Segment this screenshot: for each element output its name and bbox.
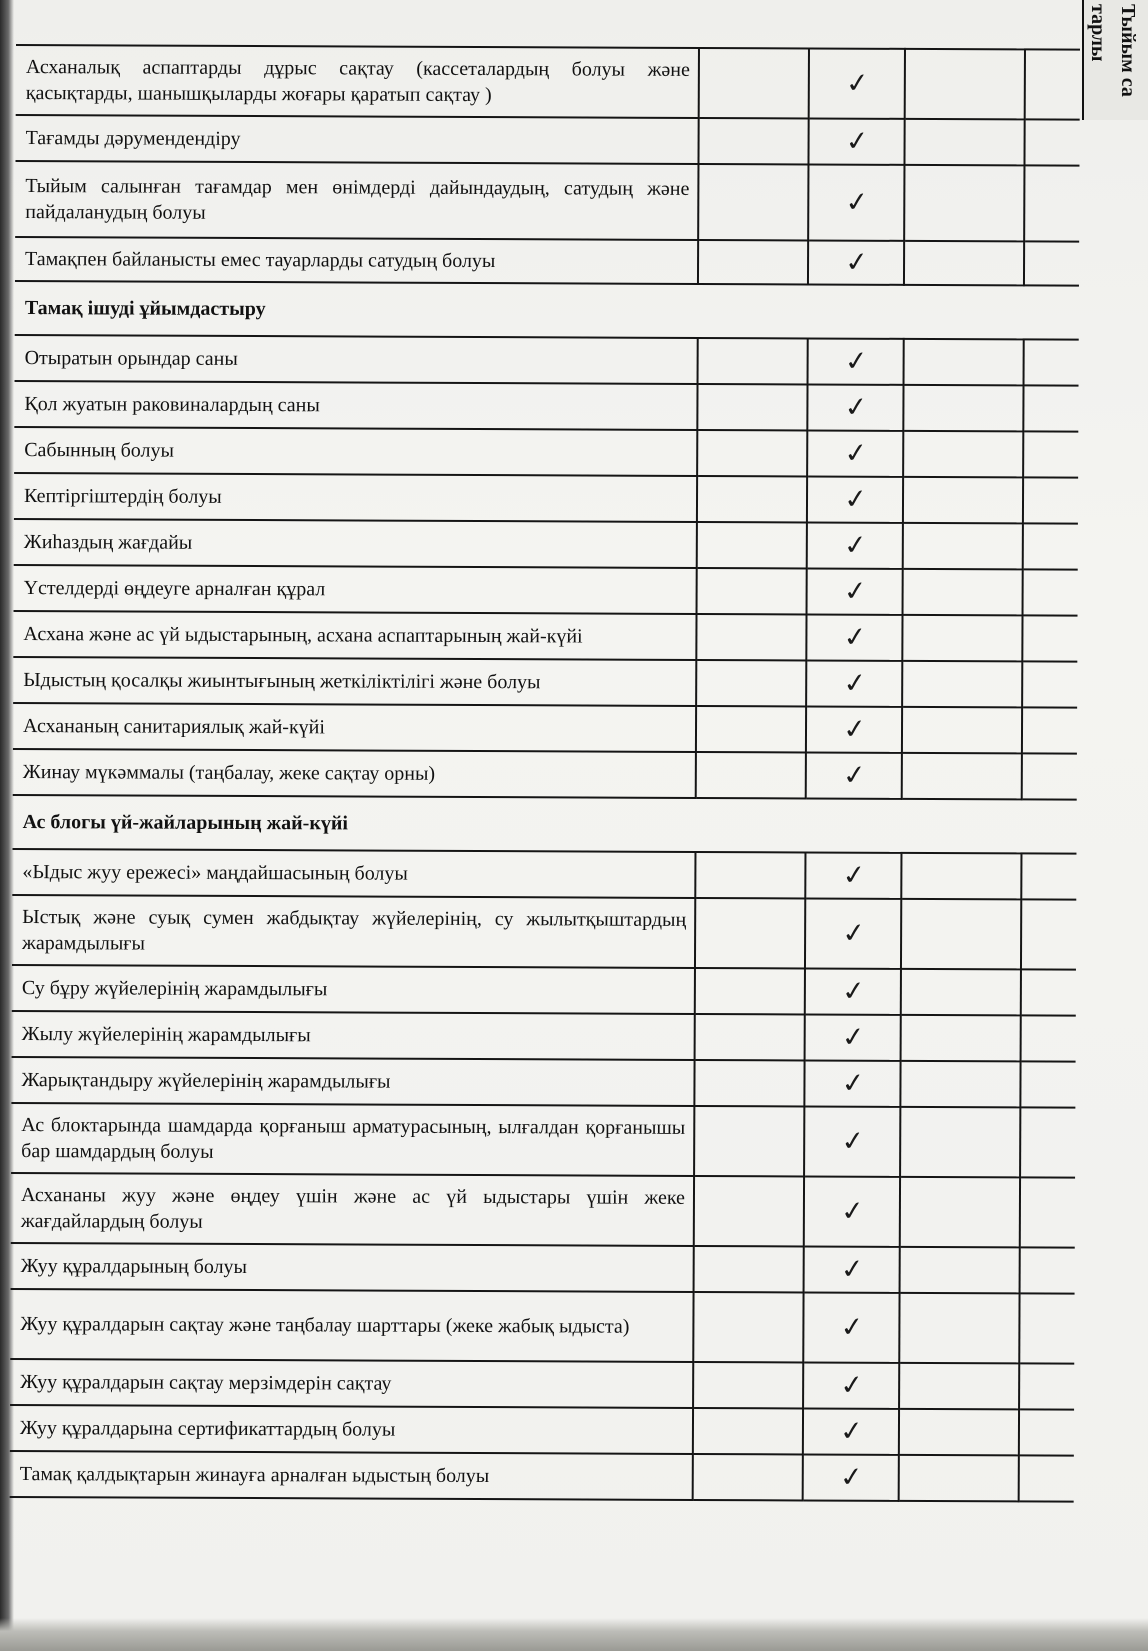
checklist-row <box>16 45 1080 120</box>
column-empty-cell <box>1022 753 1077 799</box>
column-empty-cell <box>1022 707 1077 753</box>
checkmark-icon: ✓ <box>838 1369 867 1403</box>
checkmark-icon: ✓ <box>837 1461 866 1495</box>
criterion-label: Ыдыстың қосалқы жиынтығының жеткіліктілігі және болуы <box>13 657 696 706</box>
column-empty-cell <box>904 165 1024 242</box>
criterion-label: Тамақ қалдықтарын жинауға арналған ыдыстың болуы <box>10 1451 693 1500</box>
checkmark-cell <box>808 338 904 384</box>
column-empty-cell <box>905 49 1025 120</box>
column-empty-cell <box>900 1061 1020 1108</box>
checkmark-cell <box>808 240 904 284</box>
checkmark-icon: ✓ <box>840 759 869 793</box>
column-empty-cell <box>904 339 1024 386</box>
section-header-row <box>15 281 1079 340</box>
column-empty-cell <box>698 118 808 164</box>
column-empty-cell <box>1019 1409 1074 1455</box>
criterion-label: Асхана және ас үй ыдыстарының, асхана аспаптарының жай-күйі <box>13 611 696 660</box>
checklist-row <box>15 161 1079 242</box>
checklist-row <box>15 237 1079 286</box>
column-empty-cell <box>904 241 1024 286</box>
column-empty-cell <box>1021 853 1076 899</box>
column-empty-cell <box>902 615 1022 662</box>
checklist-row <box>13 657 1077 708</box>
checklist-row <box>10 1405 1074 1456</box>
checkmark-icon: ✓ <box>842 391 871 425</box>
column-empty-cell <box>901 969 1021 1016</box>
checkmark-cell <box>803 1454 899 1500</box>
column-empty-cell <box>697 430 807 476</box>
checkmark-icon: ✓ <box>839 1195 867 1229</box>
checkmark-icon: ✓ <box>839 1125 868 1159</box>
column-empty-cell <box>1023 523 1078 569</box>
checklist-row <box>14 427 1078 478</box>
criterion-label: Асхананың санитариялық жай-күйі <box>13 703 696 752</box>
criterion-label: Жуу құралдарына сертификаттардың болуы <box>10 1405 693 1454</box>
section-title: Тамақ ішуді ұйымдастыру <box>15 281 1079 340</box>
checkmark-cell <box>807 384 903 430</box>
column-empty-cell <box>899 1409 1019 1456</box>
checklist-row <box>10 1289 1074 1364</box>
criterion-label: Қол жуатын раковиналардың саны <box>14 381 697 430</box>
column-empty-cell <box>904 119 1024 166</box>
checkmark-cell <box>803 1362 899 1408</box>
checkmark-icon: ✓ <box>838 1311 867 1345</box>
checkmark-icon: ✓ <box>838 1415 866 1449</box>
section-title: Ас блогы үй-жайларының жай-күйі <box>12 795 1076 854</box>
criterion-label: Жарықтандыру жүйелерінің жарамдылығы <box>11 1057 694 1106</box>
checkmark-icon: ✓ <box>839 975 868 1009</box>
page-shadow-bottom <box>0 1618 1148 1651</box>
column-empty-cell <box>902 707 1022 754</box>
column-empty-cell <box>693 1362 803 1408</box>
checkmark-icon: ✓ <box>838 1253 867 1287</box>
checkmark-cell <box>809 48 905 118</box>
column-empty-cell <box>903 477 1023 524</box>
criterion-label: Асханалық аспаптарды дұрыс сақтау (кассеталардың болуы және қасықтарды, шанышқыларды жоғары қаратып сақтау ) <box>16 45 699 118</box>
checkmark-cell <box>807 568 903 614</box>
corner-header-fragment <box>1082 0 1148 120</box>
column-empty-cell <box>1024 241 1079 285</box>
checkmark-cell <box>803 1292 899 1362</box>
criterion-label: Ас блоктарында шамдарда қорғаныш арматурасының, ылғалдан қорғанышы бар шамдардың болуы <box>11 1103 694 1176</box>
column-empty-cell <box>694 1246 804 1292</box>
checkmark-icon: ✓ <box>842 345 871 379</box>
criterion-label: «Ыдыс жуу ережесі» маңдайшасының болуы <box>12 849 695 898</box>
criterion-label: Асхананы жуу және өңдеу үшін және ас үй ыдыстары үшін жеке жағдайлардың болуы <box>11 1173 694 1246</box>
checklist-row <box>14 565 1078 616</box>
column-empty-cell <box>696 752 806 798</box>
checkmark-icon: ✓ <box>842 483 870 517</box>
checkmark-cell <box>805 1014 901 1060</box>
column-empty-cell <box>902 661 1022 708</box>
checkmark-cell <box>804 1106 900 1176</box>
column-empty-cell <box>694 1176 804 1246</box>
column-empty-cell <box>1025 49 1080 119</box>
criterion-label: Тыйым салынған тағамдар мен өнімдерді дайындаудың, сатудың және пайдаланудың болуы <box>15 161 698 240</box>
checklist-row <box>12 895 1076 970</box>
column-empty-cell <box>1021 899 1076 969</box>
checklist-row <box>10 1451 1074 1502</box>
checkmark-icon: ✓ <box>839 1067 868 1101</box>
checklist-row <box>10 1359 1074 1410</box>
checkmark-icon: ✓ <box>841 621 870 655</box>
column-empty-cell <box>698 164 808 240</box>
checklist-row <box>12 1011 1076 1062</box>
checkmark-icon: ✓ <box>840 859 869 893</box>
column-empty-cell <box>696 660 806 706</box>
column-empty-cell <box>1023 385 1078 431</box>
column-empty-cell <box>901 1015 1021 1062</box>
checkmark-icon: ✓ <box>841 667 870 701</box>
checklist-row <box>14 473 1078 524</box>
column-empty-cell <box>899 1363 1019 1410</box>
checklist-row <box>13 749 1077 800</box>
checkmark-icon: ✓ <box>843 186 872 220</box>
checkmark-cell <box>806 752 902 798</box>
checklist-row <box>12 849 1076 900</box>
criterion-label: Жылу жүйелерінің жарамдылығы <box>12 1011 695 1060</box>
criterion-label: Су бұру жүйелерінің жарамдылығы <box>12 965 695 1014</box>
checkmark-cell <box>806 614 902 660</box>
criterion-label: Отыратын орындар саны <box>15 335 698 384</box>
checkmark-icon: ✓ <box>843 246 871 280</box>
column-empty-cell <box>903 385 1023 432</box>
column-empty-cell <box>1024 165 1079 241</box>
criterion-label: Жинау мүкәммалы (таңбалау, жеке сақтау орны) <box>13 749 696 798</box>
checkmark-icon: ✓ <box>841 575 870 609</box>
checkmark-icon: ✓ <box>841 529 870 563</box>
criterion-label: Жуу құралдарын сақтау мерзімдерін сақтау <box>10 1359 693 1408</box>
column-empty-cell <box>693 1408 803 1454</box>
column-empty-cell <box>1023 569 1078 615</box>
column-empty-cell <box>1019 1363 1074 1409</box>
criterion-label: Сабынның болуы <box>14 427 697 476</box>
criterion-label: Ыстық және суық сумен жабдықтау жүйелерінің, су жылытқыштардың жарамдылығы <box>12 895 695 968</box>
criterion-label: Жуу құралдарының болуы <box>11 1243 694 1292</box>
column-empty-cell <box>1020 1107 1075 1177</box>
column-empty-cell <box>1021 969 1076 1015</box>
column-empty-cell <box>1020 1061 1075 1107</box>
checkmark-icon: ✓ <box>842 437 871 471</box>
column-empty-cell <box>900 1107 1020 1178</box>
checkmark-icon: ✓ <box>841 713 869 747</box>
column-empty-cell <box>903 523 1023 570</box>
column-empty-cell <box>1020 1177 1075 1247</box>
criterion-label: Жиһаздың жағдайы <box>14 519 697 568</box>
column-empty-cell <box>900 1247 1020 1294</box>
criterion-label: Үстелдерді өңдеуге арналған құрал <box>14 565 697 614</box>
corner-header-line-2: Тыйым са <box>1117 4 1139 97</box>
column-empty-cell <box>699 48 809 118</box>
column-empty-cell <box>697 384 807 430</box>
column-empty-cell <box>698 240 808 284</box>
checkmark-cell <box>805 898 901 968</box>
checkmark-icon: ✓ <box>840 917 869 951</box>
column-empty-cell <box>903 431 1023 478</box>
checkmark-icon: ✓ <box>843 125 872 159</box>
column-empty-cell <box>694 1106 804 1176</box>
checkmark-cell <box>805 852 901 898</box>
checkmark-cell <box>805 968 901 1014</box>
column-empty-cell <box>900 1177 1020 1248</box>
checklist-row <box>14 381 1078 432</box>
column-empty-cell <box>899 1455 1019 1502</box>
checklist-row <box>13 703 1077 754</box>
column-empty-cell <box>697 522 807 568</box>
column-empty-cell <box>903 569 1023 616</box>
criterion-label: Жуу құралдарын сақтау және таңбалау шарттары (жеке жабық ыдыста) <box>10 1289 693 1362</box>
column-empty-cell <box>1020 1247 1075 1293</box>
column-empty-cell <box>695 852 805 898</box>
checkmark-cell <box>807 522 903 568</box>
checkmark-cell <box>807 476 903 522</box>
checkmark-cell <box>804 1246 900 1292</box>
checkmark-icon: ✓ <box>843 67 872 101</box>
checkmark-cell <box>808 118 904 164</box>
checklist-row <box>11 1173 1075 1248</box>
checkmark-cell <box>807 430 903 476</box>
checklist-row <box>14 519 1078 570</box>
column-empty-cell <box>693 1292 803 1362</box>
inspection-checklist-table <box>10 44 1080 1503</box>
column-empty-cell <box>1022 615 1077 661</box>
column-empty-cell <box>1021 1015 1076 1061</box>
checklist-row <box>15 115 1079 166</box>
checkmark-cell <box>806 660 902 706</box>
column-empty-cell <box>1019 1293 1074 1363</box>
column-empty-cell <box>698 338 808 384</box>
column-empty-cell <box>696 706 806 752</box>
column-empty-cell <box>694 1060 804 1106</box>
criterion-label: Тамақпен байланысты емес тауарларды сатудың болуы <box>15 237 698 284</box>
column-empty-cell <box>1024 339 1079 385</box>
column-empty-cell <box>1023 477 1078 523</box>
column-empty-cell <box>1019 1455 1074 1501</box>
column-empty-cell <box>695 968 805 1014</box>
checkmark-icon: ✓ <box>839 1021 868 1055</box>
column-empty-cell <box>901 853 1021 900</box>
column-empty-cell <box>697 476 807 522</box>
column-empty-cell <box>901 899 1021 970</box>
checklist-row <box>13 611 1077 662</box>
checklist-row <box>12 965 1076 1016</box>
checklist-row <box>15 335 1079 386</box>
criterion-label: Тағамды дәрумендендіру <box>15 115 698 164</box>
checklist-row <box>11 1243 1075 1294</box>
checkmark-cell <box>803 1408 899 1454</box>
checkmark-cell <box>804 1060 900 1106</box>
checkmark-cell <box>804 1176 900 1246</box>
column-empty-cell <box>696 614 806 660</box>
column-empty-cell <box>1022 661 1077 707</box>
column-empty-cell <box>695 1014 805 1060</box>
corner-header-line-1: тарлы <box>1087 4 1109 62</box>
column-empty-cell <box>1023 431 1078 477</box>
section-header-row <box>12 795 1076 854</box>
column-empty-cell <box>902 753 1022 800</box>
checkmark-cell <box>808 164 904 240</box>
checkmark-cell <box>806 706 902 752</box>
column-empty-cell <box>697 568 807 614</box>
criterion-label: Кептіргіштердің болуы <box>14 473 697 522</box>
column-empty-cell <box>899 1293 1019 1364</box>
column-empty-cell <box>693 1454 803 1500</box>
checklist-row <box>11 1057 1075 1108</box>
column-empty-cell <box>695 898 805 968</box>
checklist-row <box>11 1103 1075 1178</box>
column-empty-cell <box>1024 119 1079 165</box>
